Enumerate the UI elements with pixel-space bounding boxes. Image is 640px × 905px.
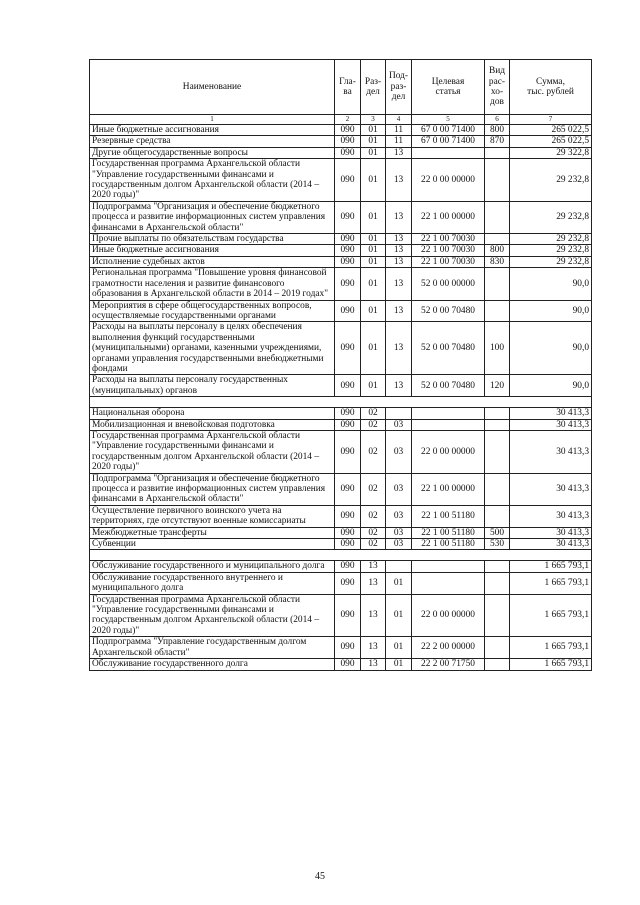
table-spacer-row: [90, 550, 592, 561]
row-sum: 29 232,8: [510, 159, 592, 202]
row-razdel: 02: [361, 505, 386, 527]
table-header-row: [90, 60, 592, 115]
row-podrazdel: 03: [386, 419, 412, 430]
row-target: 22 1 00 70030: [412, 234, 485, 245]
row-target: 22 1 00 51180: [412, 539, 485, 550]
table-body: [90, 125, 592, 671]
row-target: 22 1 00 51180: [412, 505, 485, 527]
row-name: Подпрограмма "Организация и обеспечение бюджетного процесса и развитие информационных систем управления финансами в Архангельской области": [90, 473, 335, 505]
row-glava: 090: [335, 375, 361, 397]
table-row: [90, 505, 592, 527]
row-target: 22 1 00 00000: [412, 201, 485, 233]
row-sum: 29 232,8: [510, 234, 592, 245]
row-name: Подпрограмма "Управление государственным долгом Архангельской области": [90, 637, 335, 659]
row-razdel: 01: [361, 125, 386, 136]
row-glava: 090: [335, 136, 361, 147]
row-target: [412, 419, 485, 430]
row-razdel: 02: [361, 430, 386, 473]
row-sum: 90,0: [510, 322, 592, 375]
row-name: Обслуживание государственного и муниципального долга: [90, 561, 335, 572]
row-name: Расходы на выплаты персоналу государственных (муниципальных) органов: [90, 375, 335, 397]
row-name: Государственная программа Архангельской области "Управление государственными финансами и государственным долгом Архангельской области (2014 – 2020 годы)": [90, 430, 335, 473]
row-name: Иные бюджетные ассигнования: [90, 125, 335, 136]
row-vid: [485, 201, 510, 233]
row-target: [412, 408, 485, 419]
table-row: [90, 637, 592, 659]
row-target: 22 0 00 00000: [412, 594, 485, 637]
row-vid: [485, 561, 510, 572]
header-glava: Гла- ва: [335, 60, 361, 115]
row-podrazdel: 01: [386, 594, 412, 637]
row-razdel: 01: [361, 234, 386, 245]
column-number: 2: [335, 115, 361, 125]
table-row: [90, 136, 592, 147]
row-vid: [485, 637, 510, 659]
budget-table: [89, 59, 592, 671]
header-target: Целевая статья: [412, 60, 485, 115]
row-target: 22 1 00 51180: [412, 527, 485, 538]
header-vid: Вид рас- хо- дов: [485, 60, 510, 115]
row-podrazdel: 13: [386, 147, 412, 158]
row-podrazdel: 13: [386, 375, 412, 397]
row-name: Прочие выплаты по обязательствам государства: [90, 234, 335, 245]
spacer-cell: [90, 397, 335, 408]
column-number: 4: [386, 115, 412, 125]
row-target: [412, 147, 485, 158]
row-vid: 530: [485, 539, 510, 550]
row-target: 22 0 00 00000: [412, 159, 485, 202]
row-sum: 1 665 793,1: [510, 659, 592, 670]
row-glava: 090: [335, 201, 361, 233]
row-name: Осуществление первичного воинского учета на территориях, где отсутствуют военные комиссариаты: [90, 505, 335, 527]
row-vid: [485, 430, 510, 473]
header-name: Наименование: [90, 60, 335, 115]
budget-document: [89, 59, 591, 671]
row-sum: 90,0: [510, 375, 592, 397]
table-row: [90, 539, 592, 550]
row-target: [412, 561, 485, 572]
row-glava: 090: [335, 300, 361, 322]
row-vid: [485, 268, 510, 300]
row-razdel: 01: [361, 147, 386, 158]
row-sum: 265 022,5: [510, 136, 592, 147]
table-row: [90, 527, 592, 538]
row-podrazdel: 01: [386, 637, 412, 659]
row-podrazdel: 01: [386, 659, 412, 670]
row-target: 52 0 00 70480: [412, 375, 485, 397]
column-number: 3: [361, 115, 386, 125]
table-row: [90, 430, 592, 473]
row-razdel: 01: [361, 159, 386, 202]
row-sum: 1 665 793,1: [510, 637, 592, 659]
row-vid: [485, 300, 510, 322]
row-glava: 090: [335, 234, 361, 245]
row-podrazdel: 13: [386, 159, 412, 202]
row-glava: 090: [335, 561, 361, 572]
row-razdel: 01: [361, 136, 386, 147]
row-razdel: 01: [361, 322, 386, 375]
row-glava: 090: [335, 572, 361, 594]
table-row: [90, 572, 592, 594]
row-vid: [485, 408, 510, 419]
row-podrazdel: 13: [386, 234, 412, 245]
row-razdel: 01: [361, 375, 386, 397]
row-glava: 090: [335, 594, 361, 637]
row-glava: 090: [335, 659, 361, 670]
row-glava: 090: [335, 147, 361, 158]
row-sum: 30 413,3: [510, 430, 592, 473]
table-row: [90, 473, 592, 505]
column-number-row: [90, 115, 592, 125]
row-sum: 30 413,3: [510, 419, 592, 430]
row-podrazdel: 13: [386, 300, 412, 322]
row-glava: 090: [335, 637, 361, 659]
row-vid: [485, 234, 510, 245]
row-podrazdel: 03: [386, 430, 412, 473]
row-podrazdel: 13: [386, 245, 412, 256]
row-name: Исполнение судебных актов: [90, 256, 335, 267]
row-target: 22 2 00 71750: [412, 659, 485, 670]
row-sum: 30 413,3: [510, 527, 592, 538]
row-name: Подпрограмма "Организация и обеспечение бюджетного процесса и развитие информационных систем управления финансами в Архангельской области": [90, 201, 335, 233]
row-glava: 090: [335, 245, 361, 256]
column-number: 5: [412, 115, 485, 125]
row-vid: [485, 147, 510, 158]
row-target: 52 0 00 00000: [412, 268, 485, 300]
row-vid: 800: [485, 245, 510, 256]
row-podrazdel: [386, 408, 412, 419]
row-name: Национальная оборона: [90, 408, 335, 419]
row-razdel: 02: [361, 419, 386, 430]
row-podrazdel: 13: [386, 322, 412, 375]
row-razdel: 02: [361, 539, 386, 550]
row-razdel: 13: [361, 594, 386, 637]
spacer-cell: [335, 397, 592, 408]
row-name: Государственная программа Архангельской области "Управление государственными финансами и государственным долгом Архангельской области (2014 – 2020 годы)": [90, 159, 335, 202]
row-glava: 090: [335, 408, 361, 419]
header-sum: Сумма, тыс. рублей: [510, 60, 592, 115]
row-glava: 090: [335, 256, 361, 267]
row-sum: 90,0: [510, 300, 592, 322]
row-podrazdel: 03: [386, 505, 412, 527]
row-razdel: 01: [361, 300, 386, 322]
row-sum: 29 232,8: [510, 245, 592, 256]
table-row: [90, 147, 592, 158]
row-name: Межбюджетные трансферты: [90, 527, 335, 538]
row-name: Мероприятия в сфере общегосударственных вопросов, осуществляемые государственными органами: [90, 300, 335, 322]
table-spacer-row: [90, 397, 592, 408]
row-name: Иные бюджетные ассигнования: [90, 245, 335, 256]
column-number: 1: [90, 115, 335, 125]
row-vid: [485, 473, 510, 505]
row-podrazdel: 13: [386, 256, 412, 267]
table-row: [90, 408, 592, 419]
row-name: Расходы на выплаты персоналу в целях обеспечения выполнения функций государственными (муниципальными) органами, казенными учреждениями, органами управления государственными внебюджетными фондами: [90, 322, 335, 375]
table-row: [90, 659, 592, 670]
row-glava: 090: [335, 539, 361, 550]
page-number: 45: [315, 871, 325, 882]
row-target: 22 0 00 00000: [412, 430, 485, 473]
row-vid: [485, 572, 510, 594]
row-name: Субвенции: [90, 539, 335, 550]
row-podrazdel: 13: [386, 201, 412, 233]
row-glava: 090: [335, 125, 361, 136]
row-sum: 29 232,8: [510, 256, 592, 267]
row-glava: 090: [335, 159, 361, 202]
row-glava: 090: [335, 527, 361, 538]
row-target: 22 2 00 00000: [412, 637, 485, 659]
table-row: [90, 256, 592, 267]
row-razdel: 02: [361, 408, 386, 419]
row-razdel: 02: [361, 473, 386, 505]
row-target: 52 0 00 70480: [412, 300, 485, 322]
row-sum: 1 665 793,1: [510, 594, 592, 637]
row-razdel: 01: [361, 201, 386, 233]
row-razdel: 01: [361, 245, 386, 256]
row-vid: 830: [485, 256, 510, 267]
row-vid: 800: [485, 125, 510, 136]
row-vid: [485, 505, 510, 527]
header-razdel: Раз- дел: [361, 60, 386, 115]
row-glava: 090: [335, 419, 361, 430]
row-razdel: 01: [361, 268, 386, 300]
row-vid: 100: [485, 322, 510, 375]
table-row: [90, 268, 592, 300]
column-number: 7: [510, 115, 592, 125]
row-vid: [485, 159, 510, 202]
row-sum: 265 022,5: [510, 125, 592, 136]
row-glava: 090: [335, 505, 361, 527]
row-vid: [485, 419, 510, 430]
spacer-cell: [335, 550, 592, 561]
row-sum: 30 413,3: [510, 408, 592, 419]
row-sum: 90,0: [510, 268, 592, 300]
table-row: [90, 322, 592, 375]
row-vid: [485, 594, 510, 637]
header-podrazdel: Под- раз- дел: [386, 60, 412, 115]
row-target: 22 1 00 00000: [412, 473, 485, 505]
row-target: 52 0 00 70480: [412, 322, 485, 375]
row-target: 67 0 00 71400: [412, 125, 485, 136]
row-podrazdel: 03: [386, 539, 412, 550]
row-vid: [485, 659, 510, 670]
row-name: Резервные средства: [90, 136, 335, 147]
row-name: Обслуживание государственного внутреннего и муниципального долга: [90, 572, 335, 594]
row-glava: 090: [335, 322, 361, 375]
table-row: [90, 375, 592, 397]
row-name: Обслуживание государственного долга: [90, 659, 335, 670]
row-razdel: 01: [361, 256, 386, 267]
table-row: [90, 300, 592, 322]
row-target: [412, 572, 485, 594]
row-vid: 120: [485, 375, 510, 397]
table-row: [90, 245, 592, 256]
row-razdel: 13: [361, 659, 386, 670]
row-razdel: 13: [361, 561, 386, 572]
row-vid: 500: [485, 527, 510, 538]
row-glava: 090: [335, 430, 361, 473]
spacer-cell: [90, 550, 335, 561]
row-razdel: 02: [361, 527, 386, 538]
row-name: Другие общегосударственные вопросы: [90, 147, 335, 158]
row-target: 67 0 00 71400: [412, 136, 485, 147]
row-glava: 090: [335, 473, 361, 505]
row-glava: 090: [335, 268, 361, 300]
row-sum: 29 322,8: [510, 147, 592, 158]
row-target: 22 1 00 70030: [412, 245, 485, 256]
row-podrazdel: 11: [386, 136, 412, 147]
row-podrazdel: 03: [386, 473, 412, 505]
table-row: [90, 201, 592, 233]
row-name: Государственная программа Архангельской области "Управление государственными финансами и государственным долгом Архангельской области (2014 – 2020 годы)": [90, 594, 335, 637]
row-podrazdel: 03: [386, 527, 412, 538]
column-number: 6: [485, 115, 510, 125]
row-razdel: 13: [361, 572, 386, 594]
row-podrazdel: [386, 561, 412, 572]
row-sum: 30 413,3: [510, 505, 592, 527]
table-row: [90, 234, 592, 245]
table-row: [90, 561, 592, 572]
row-podrazdel: 11: [386, 125, 412, 136]
row-sum: 29 232,8: [510, 201, 592, 233]
table-row: [90, 594, 592, 637]
row-sum: 30 413,3: [510, 539, 592, 550]
table-row: [90, 125, 592, 136]
row-target: 22 1 00 70030: [412, 256, 485, 267]
row-podrazdel: 01: [386, 572, 412, 594]
row-vid: 870: [485, 136, 510, 147]
row-name: Региональная программа "Повышение уровня финансовой грамотности населения и развитие финансового образования в Архангельской области в 2014 – 2019 годах": [90, 268, 335, 300]
row-sum: 1 665 793,1: [510, 572, 592, 594]
row-razdel: 13: [361, 637, 386, 659]
table-row: [90, 159, 592, 202]
row-name: Мобилизационная и вневойсковая подготовка: [90, 419, 335, 430]
row-sum: 30 413,3: [510, 473, 592, 505]
row-sum: 1 665 793,1: [510, 561, 592, 572]
row-podrazdel: 13: [386, 268, 412, 300]
table-row: [90, 419, 592, 430]
